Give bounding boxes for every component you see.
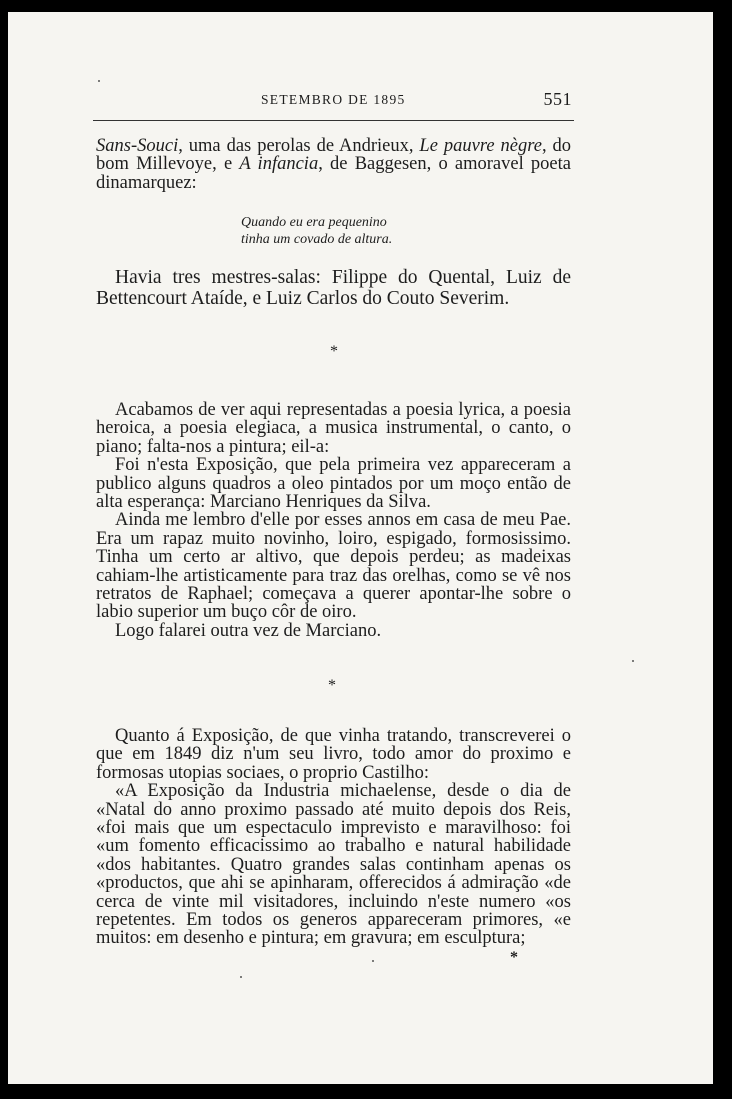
intro-text-2: , do bom Millevoye, e — [96, 136, 572, 175]
paragraph-logo: Logo falarei outra vez de Marciano. — [115, 620, 382, 641]
speck — [632, 660, 634, 662]
intro-text-1: , uma das perolas de Andrieux, — [178, 136, 420, 156]
page-header — [93, 90, 574, 121]
verse-quote — [241, 214, 392, 248]
running-head: SETEMBRO DE 1895 — [261, 92, 406, 107]
intro-text-3: , de Baggesen, o amoravel poeta dinamarquez: — [96, 154, 571, 193]
paragraph-marciano: Ainda me lembro d'elle por esses annos em casa de meu Pae. Era um rapaz muito novinho, loiro, espigado, formosissimo. Tinha um certo ar altivo, que depois perdeu; as madeixas cahiam-lhe artisticamente para traz das orelhas, como se vê nos retratos de Raphael; começava a querer apontar-lhe sobre o labio superior um buço côr de oiro. — [96, 510, 571, 623]
paragraph-exposicao: Foi n'esta Exposição, que pela primeira vez appareceram a publico alguns quadros a oleo pintados por um moço então de alta esperança: Marciano Henriques da Silva. — [96, 455, 571, 513]
title-sans-souci: Sans-Souci — [96, 136, 179, 156]
masters-text: Havia tres mestres-salas: Filippe do Quental, Luiz de Bettencourt Ataíde, e Luiz Carlos do Couto Severim. — [96, 267, 571, 309]
paragraph-quotation: «A Exposição da Industria michaelense, desde o dia de «Natal do anno proximo passado até muito depois dos Reis, «foi mais que um espectaculo imprevisto e maravilhoso: foi «um fomento efficacissimo ao trabalho e natural habilidade «dos habitantes. Quatro grandes salas continham apenas os «productos, que ahi se apinharam, offerecidos á admiração «de cerca de vinte mil visitadores, incluindo n'este numero «os repetentes. Em todos os generos appareceram primores, «e muitos: em desenho e pintura; em gravura; em esculptura; — [96, 781, 571, 949]
painting-section — [96, 401, 571, 640]
speck — [98, 80, 100, 82]
catchword: * — [510, 949, 518, 966]
page-number: 551 — [543, 89, 572, 109]
paragraph-poesia: Acabamos de ver aqui representadas a poesia lyrica, a poesia heroica, a poesia elegiaca, a musica instrumental, o canto, o piano; falta-nos a pintura; eil-a: — [96, 400, 571, 457]
verse-line-1: Quando eu era pequenino — [241, 215, 387, 230]
masters-paragraph — [96, 268, 571, 309]
speck — [372, 960, 374, 962]
speck — [240, 976, 242, 978]
title-a-infancia: A infancia — [239, 154, 319, 175]
section-separator-2: * — [328, 677, 336, 694]
verse-line-2: tinha um covado de altura. — [241, 232, 393, 247]
book-page — [8, 12, 713, 1084]
paragraph-castilho: Quanto á Exposição, de que vinha tratando, transcreverei o que em 1849 diz n'um seu livro, todo amor do proximo e formosas utopias sociaes, o proprio Castilho: — [96, 726, 571, 783]
castilho-section — [96, 727, 571, 948]
title-le-pauvre-negre: Le pauvre nègre — [419, 136, 542, 156]
section-separator-1: * — [330, 343, 338, 360]
intro-paragraph — [96, 137, 571, 192]
